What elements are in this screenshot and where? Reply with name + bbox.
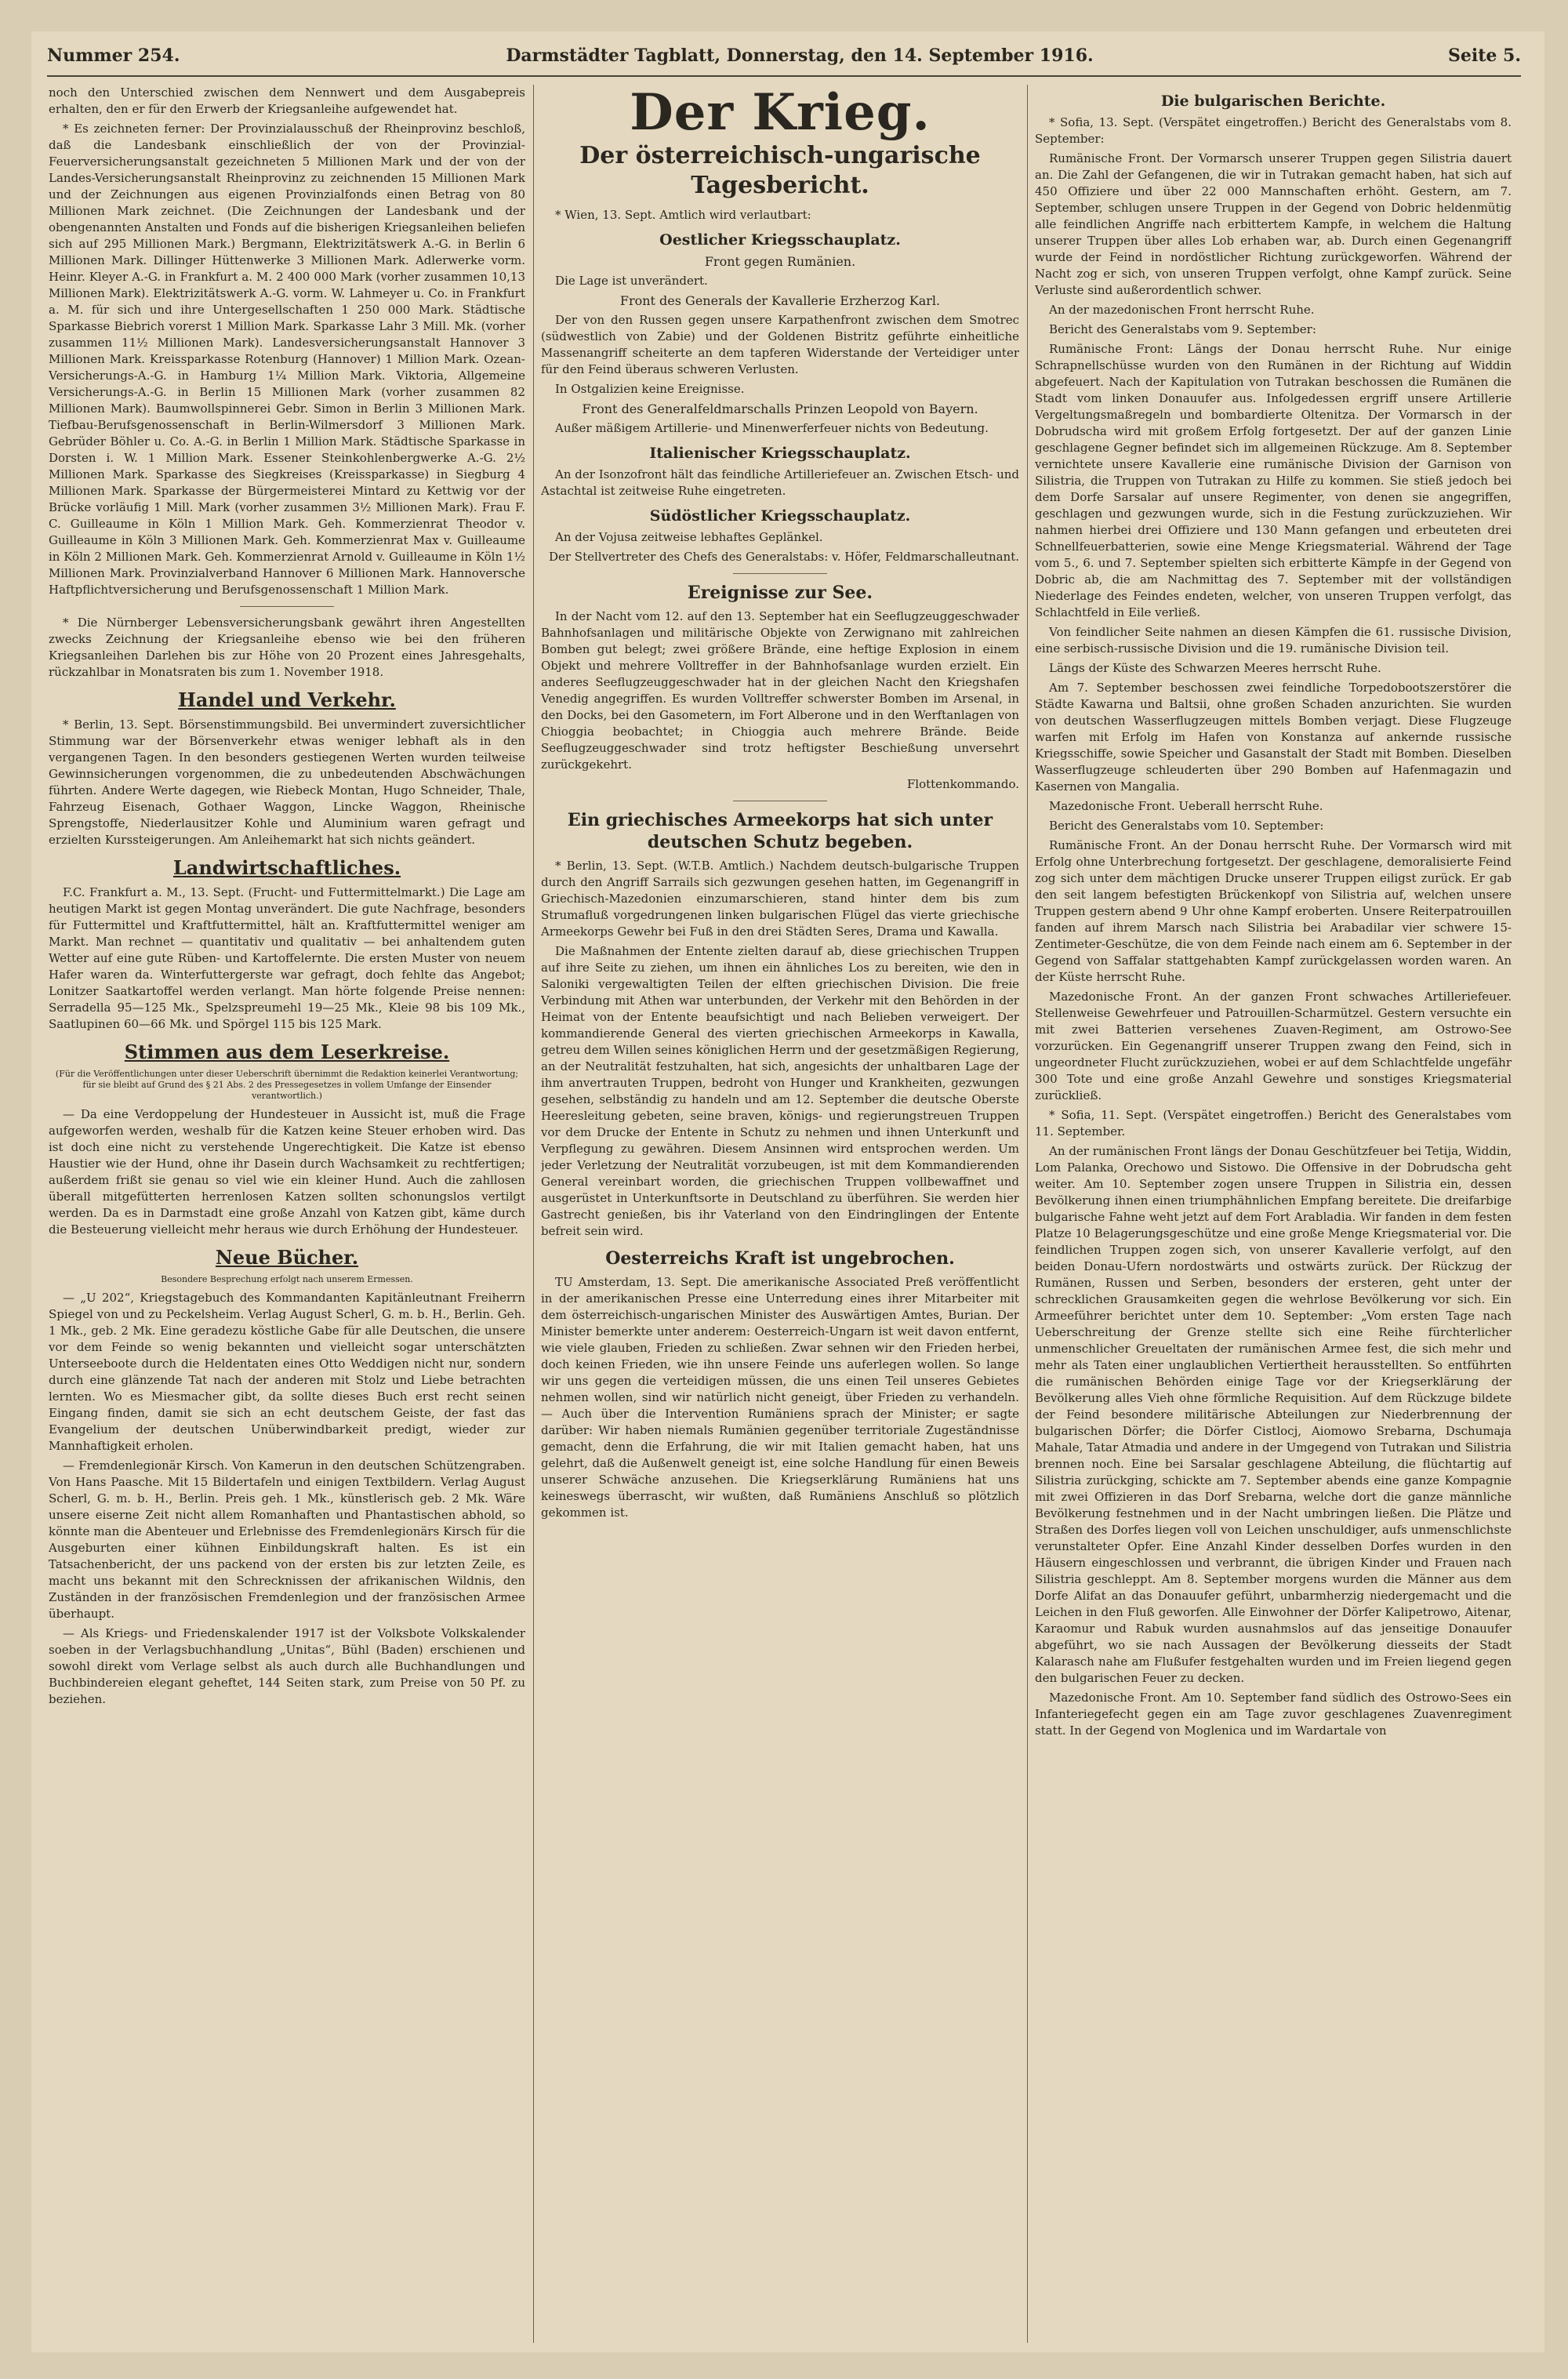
front-heading: Front des Generalfeldmarschalls Prinzen Leopold von Bayern. [582,401,978,416]
separator [240,606,334,607]
signature: Der Stellvertreter des Chefs des Generalstabs: v. Höfer, Feldmarschalleutnant. [548,550,1019,564]
section-heading: Die bulgarischen Berichte. [1160,93,1386,110]
paragraph: * Sofia, 11. Sept. (Verspätet eingetroffen.) Bericht des Generalstabes vom 11. September. [1035,1108,1512,1139]
paragraph: In Ostgalizien keine Ereignisse. [555,382,745,396]
separator [733,573,827,574]
sub-headline: Der österreichisch-ungarische Tagesbericht. [579,142,981,199]
paragraph: An der rumänischen Front längs der Donau Geschützfeuer bei Tetija, Widdin, Lom Palanka, Orechowo und Sistowo. Die Offensive in der Dobrudscha geht weiter. Am 10. September zogen unsere Truppen in Silistria ein, dessen Bevölkerung ihnen einen triumphähnlichen Empfang bereitete. Die dreifarbige bulgarische Fahne weht jetzt auf dem Fort Arabladia. Wir fanden in dem festen Platze 10 Belagerungsgeschütze und eine große Menge Kriegsmaterial vor. Die feindlichen Truppen zogen sich, von unserer Kavallerie verfolgt, auf den beiden Donau-Ufern nordostwärts und ostwärts zurück. Der Rückzug der Rumänen, Russen und Serben, besonders der ersteren, geht unter der schrecklichen Grausamkeiten gegen die wehrlose Bevölkerung vor sich. Ein Armeeführer berichtet unter dem 10. September: „Vom ersten Tage nach Ueberschreitung der Grenze stellte sich eine Reihe fürchterlicher unmenschlicher Greueltaten der rumänischen Armee fest, die sich mehr und mehr als Taten einer unglaublichen Vertiertheit herausstellten. So entführten die rumänischen Behörden einige Tage vor der Kriegserklärung der Bevölkerung alles Vieh ohne förmliche Requisition. Auf dem Rückzuge bildete der Feind besondere militärische Abteilungen zur Niederbrennung der bulgarischen Dörfer; die Dörfer Cistlocj, Aiomowo Srebarna, Dschumaja Mahale, Tatar Atmadia und andere in der Umgegend von Tutrakan und Silistria brennen noch. Eine bei Sarsalar geschlagene Abteilung, die flüchtartig auf Silistria zurückging, schickte am 7. September abends eine ganze Kompagnie mit zwei Offizieren in das Dorf Srebarna, welche dort die ganze männliche Bevölkerung festnehmen und in der Nacht umbringen ließen. Die Plätze und Straßen des Dorfes liegen voll von Leichen unschuldiger, aufs unmenschlichste verunstalteter Opfer. Eine Anzahl Kinder desselben Dorfes wurden in den Häusern eingeschlossen und verbrannt, die übrigen Kinder und Frauen nach Silistria geschleppt. Am 8. September morgens wurden die Männer aus dem Dorfe Alifat an das Donauufer geführt, unbarmherzig niedergemacht und die Leichen in den Fluß geworfen. Alle Einwohner der Dörfer Kalipetrowo, Aitenar, Karaomur und Rabuk wurden ausnahmslos auf das jenseitige Donauufer abgeführt, wo sie nach Aussagen der Bevölkerung diesseits der Stadt Kalarasch nahe am Flußufer festgehalten wurden und im Freien liegend gegen den bulgarischen Feuer zu decken. [1035,1144,1512,1685]
section-heading: Landwirtschaftliches. [172,856,401,879]
paragraph: * Sofia, 13. Sept. (Verspätet eingetroffen.) Bericht des Generalstabs vom 8. September: [1035,115,1512,146]
paragraph: An der Isonzofront hält das feindliche Artilleriefeuer an. Zwischen Etsch- und Astachtal ist zeitweise Ruhe eingetreten. [541,467,1019,498]
paragraph: Von feindlicher Seite nahmen an diesen Kämpfen die 61. russische Division, eine serbisch-russische Division und die 19. rumänische Division teil. [1035,625,1512,656]
paragraph: — „U 202“, Kriegstagebuch des Kommandanten Kapitänleutnant Freiherrn Spiegel von und zu Peckelsheim. Verlag August Scherl, G. m. b. H., Berlin. Geh. 1 Mk., geb. 2 Mk. Eine geradezu köstliche Gabe für alle Deutschen, die unsere vor dem Feinde so wenig bekannten und vielleicht sogar unterschätzten Unterseeboote durch die Heldentaten eines Otto Weddigen nicht nur, sondern durch eine glänzende Tat nach der anderen mit Stolz und Liebe betrachten lernten. Wo es Miesmacher gibt, da sollte dieses Buch erst recht seinen Eingang finden, damit sie sich an echt deutschem Geiste, der fast das Evangelium der deutschen Unüberwindbarkeit predigt, wieder zur Mannhaftigkeit erholen. [49,1291,525,1453]
paragraph: * Berlin, 13. Sept. Börsenstimmungsbild. Bei unvermindert zuversichtlicher Stimmung war der Börsenverkehr etwas weniger lebhaft als in den vergangenen Tagen. In den besonders gestiegenen Werten wurden teilweise Gewinnsicherungen vorgenommen, die zu unbedeutenden Abschwächungen führten. Andere Werte dagegen, wie Riebeck Montan, Hugo Schneider, Thale, Fahrzeug Eisenach, Gothaer Waggon, Lincke Waggon, Rheinische Sprengstoffe, Niederlausitzer Kohle und Aluminium waren gefragt und erzielten Kurssteigerungen. Am Anleihemarkt hat sich nichts geändert. [49,717,525,847]
paragraph: Die Lage ist unverändert. [555,274,708,288]
paragraph: * Berlin, 13. Sept. (W.T.B. Amtlich.) Nachdem deutsch-bulgarische Truppen durch den Angriff Sarrails sich gezwungen gesehen hatten, im Gegenangriff in Griechisch-Mazedonien einzumarschieren, stand hinter dem bis zum Strumafluß vorgedrungenen linken bulgarischen Flügel das vierte griechische Armeekorps Gewehr bei Fuß in den drei Städten Seres, Drama und Kawalla. [541,859,1019,939]
front-heading: Front des Generals der Kavallerie Erzherzog Karl. [619,293,941,308]
paragraph: Am 7. September beschossen zwei feindliche Torpedobootszerstörer die Städte Kawarna und Baltsii, ohne großen Schaden anzurichten. Sie wurden von deutschen Wasserflugzeugen mittels Bomben verjagt. Diese Flugzeuge warfen mit Erfolg im Hafen von Konstanza auf ankernde russische Kriegsschiffe, sowie Speicher und Gasanstalt der Stadt mit Bomben. Dieselben Wasserflugzeuge schleuderten über 290 Bomben auf Hafenmagazin und Kasernen von Mangalia. [1035,681,1512,794]
article-heading: Oesterreichs Kraft ist ungebrochen. [605,1248,955,1269]
paragraph: An der Vojusa zeitweise lebhaftes Geplänkel. [555,530,823,544]
newspaper-title: Darmstädter Tagblatt, Donnerstag, den 14. September 1916. [506,45,1094,66]
paragraph: noch den Unterschied zwischen dem Nennwert und dem Ausgabepreis erhalten, den er für den Erwerb der Kriegsanleihe aufgewendet hat. [49,85,525,116]
section-heading: Neue Bücher. [215,1246,359,1269]
paragraph: F.C. Frankfurt a. M., 13. Sept. (Frucht- und Futtermittelmarkt.) Die Lage am heutigen Markt ist gegen Montag unverändert. Die gute Nachfrage, besonders für Futtermittel und Kraftfuttermittel, hält an. Kraftfuttermittel weniger am Markt. Man rechnet — quantitativ und qualitativ — bei anhaltendem guten Wetter auf eine gute Rüben- und Kartoffelernte. Die ersten Muster von neuem Hafer waren da. Winterfuttergerste war gefragt, doch fehlte das Angebot; Lonitzer Saatkartoffel werden verlangt. Man hörte folgende Preise nennen: Serradella 95—125 Mk., Spelzspreumehl 19—25 Mk., Kleie 98 bis 109 Mk., Saatlupinen 60—66 Mk. und Spörgel 115 bis 125 Mark. [49,885,525,1031]
section-heading: Oestlicher Kriegsschauplatz. [659,231,901,249]
column-divider [533,85,534,2343]
masthead [47,45,1521,69]
paragraph: Rumänische Front: Längs der Donau herrscht Ruhe. Nur einige Schrapnellschüsse wurden von den Rumänen in der Richtung auf Widdin abgefeuert. Nach der Kapitulation von Tutrakan beschossen die Rumänen die Stadt vom linken Donauufer aus. Infolgedessen ergriff unsere Artillerie Vergeltungsmaßregeln und bombardierte Oltenitza. Der Vormarsch in der Dobrudscha wird mit großem Erfolg fortgesetzt. Der auf der ganzen Linie geschlagene Gegner befindet sich im allgemeinen Rückzuge. Am 8. September vernichtete unsere Kavallerie eine rumänische Division der Garnison von Silistria, die Truppen von Tutrakan zu Hilfe zu kommen. Sie stieß jedoch bei dem Dorfe Sarsalar auf unsere Regimenter, von denen sie angegriffen, geschlagen und gezwungen wurde, sich in die Festung zurückzuziehen. Wir nahmen hierbei drei Offiziere und 130 Mann gefangen und erbeuteten drei Schnellfeuerbatterien, sowie eine Menge Kriegsmaterial. Während der Tage vom 5., 6. und 7. September spielten sich erbitterte Kämpfe in der Gegend von Dobric ab, die am Nachmittag des 7. September mit der vollständigen Niederlage des Feindes endeten, welcher, von unseren Truppen verfolgt, das Schlachtfeld in Eile verließ. [1035,342,1512,619]
paragraph: Mazedonische Front. An der ganzen Front schwaches Artilleriefeuer. Stellenweise Gewehrfeuer und Patrouillen-Scharmützel. Gestern versuchte ein mit zwei Batterien versehenes Zuaven-Regiment, am Ostrowo-See vorzurücken. Ein Gegenangriff unserer Truppen zwang den Feind, sich in ungeordneter Flucht zurückzuziehen, wobei er auf dem Schlachtfelde ungefähr 300 Tote und eine große Anzahl Gewehre und sonstiges Kriegsmaterial zurückließ. [1035,990,1512,1102]
paragraph: * Die Nürnberger Lebensversicherungsbank gewährt ihren Angestellten zwecks Zeichnung der Kriegsanleihe ebenso wie bei den früheren Kriegsanleihen Darlehen bis zur Höhe von 20 Prozent eines Jahresgehalts, rückzahlbar in Monatsraten bis zum 1. November 1918. [49,616,525,679]
paragraph: Mazedonische Front. Ueberall herrscht Ruhe. [1049,799,1323,813]
paragraph: Mazedonische Front. Am 10. September fand südlich des Ostrowo-Sees ein Infanteriegefecht gegen ein am Tage zuvor geschlagenes Zuavenregiment statt. In der Gegend von Moglenica und im Wardartale von [1035,1691,1512,1738]
editorial-note: Besondere Besprechung erfolgt nach unserem Ermessen. [161,1274,413,1284]
paragraph: Die Maßnahmen der Entente zielten darauf ab, diese griechischen Truppen auf ihre Seite zu ziehen, um ihnen ein ähnliches Los zu bereiten, wie den in Saloniki vergewaltigten Teilen der elften griechischen Division. Die freie Verbindung mit Athen war unterbunden, der Verkehr mit den Behörden in der Heimat von der Entente beaufsichtigt und nach Belieben verweigert. Der kommandierende General des vierten griechischen Armeekorps in Kawalla, getreu dem Willen seines königlichen Herrn und der gesetzmäßigen Regierung, an der Neutralität festzuhalten, hat sich, angesichts der unhaltbaren Lage der ihm anvertrauten Truppen, bedroht von Hunger und Krankheiten, gezwungen gesehen, selbständig zu handeln und am 12. September die deutsche Oberste Heeresleitung gebeten, seine braven, königs- und regierungstreuen Truppen vor dem Drucke der Entente in Schutz zu nehmen und ihnen Unterkunft und Verpflegung zu gewähren. Diesem Ansinnen wird entsprochen werden. Um jeder Verletzung der Neutralität vorzubeugen, ist mit dem Kommandierenden General vereinbart worden, die griechischen Truppen vollbewaffnet und ausgerüstet in Unterkunftsorte in Deutschland zu überführen. Sie werden hier Gastrecht genießen, bis ihr Vaterland von den Eindringlingen der Entente befreit sein wird. [541,944,1019,1238]
front-heading: Front gegen Rumänien. [704,254,856,269]
paragraph: — Da eine Verdoppelung der Hundesteuer in Aussicht ist, muß die Frage aufgeworfen werden, weshalb für die Katzen keine Steuer erhoben wird. Das ist doch eine nicht zu verstehende Ungerechtigkeit. Die Katze ist ebenso Haustier wie der Hund, ohne ihr Dasein durch Wachsamkeit zu rechtfertigen; außerdem frißt sie genau so viel wie ein kleiner Hund. Auch die zahllosen überall mitgefütterten herrenlosen Katzen sollten schonungslos vertilgt werden. Da es in Darmstadt eine große Anzahl von Katzen gibt, käme durch die Besteuerung vielleicht mehr heraus wie durch Erhöhung der Hundesteuer. [49,1107,525,1237]
article-heading: Ereignisse zur See. [687,583,873,603]
paragraph: — Als Kriegs- und Friedenskalender 1917 ist der Volksbote Volkskalender soeben in der Verlagsbuchhandlung „Unitas“, Bühl (Baden) erschienen und sowohl direkt vom Verlage selbst als auch durch alle Buchhandlungen und Buchbindereien elegant geheftet, 144 Seiten stark, zum Preise von 50 Pf. zu beziehen. [49,1626,525,1706]
paragraph: Bericht des Generalstabs vom 9. September: [1049,322,1316,336]
issue-number: Nummer 254. [47,45,180,66]
paragraph: Bericht des Generalstabs vom 10. September: [1049,819,1324,833]
header-rule [47,75,1521,77]
paragraph: In der Nacht vom 12. auf den 13. September hat ein Seeflugzeuggeschwader Bahnhofsanlagen und militärische Objekte von Zerwignano mit zahlreichen Bomben gut belegt; zwei größere Brände, eine heftige Explosion in einem Objekt und mehrere Volltreffer in der Bahnhofsanlage wurden erzielt. Ein anderes Seeflugzeuggeschwader hat in der gleichen Nacht den Kriegshafen Venedig angegriffen. Es wurden Volltreffer schwerster Bomben im Arsenal, in den Docks, bei den Gasometern, im Fort Alberone und in den Werftanlagen von Chioggia beobachtet; in Chioggia auch mehrere Brände. Beide Seeflugzeuggeschwader sind trotz heftigster Beschießung unversehrt zurückgekehrt. [541,609,1019,772]
article-heading: Ein griechisches Armeekorps hat sich unter deutschen Schutz begeben. [567,810,993,852]
paragraph: An der mazedonischen Front herrscht Ruhe. [1049,303,1315,317]
paragraph: Außer mäßigem Artillerie- und Minenwerferfeuer nichts von Bedeutung. [555,421,989,435]
paragraph: Rumänische Front. Der Vormarsch unserer Truppen gegen Silistria dauert an. Die Zahl der Gefangenen, die wir in Tutrakan gemacht haben, hat sich auf 450 Offiziere und über 22 000 Mannschaften erhöht. Gestern, am 7. September, schlugen unsere Truppen in der Gegend von Dobric heldenmütig alle feindlichen Angriffe nach erbittertem Kampfe, in welchem die Haltung unserer Truppen über alles Lob erhaben war, ab. Durch einen Gegenangriff wurde der Feind in nordöstlicher Richtung zurückgeworfen. Während der Nacht zog er sich, von unseren Truppen verfolgt, ohne Kampf zurück. Seine Verluste sind außerordentlich schwer. [1035,151,1512,297]
paragraph: Rumänische Front. An der Donau herrscht Ruhe. Der Vormarsch wird mit Erfolg ohne Unterbrechung fortgesetzt. Der geschlagene, demoralisierte Feind zog sich unter dem mächtigen Drucke unserer Truppen eiligst zurück. Er gab den seit langem befestigten Brückenkopf von Silistria auf, welchen unsere Truppen gestern abend 9 Uhr ohne Kampf eroberten. Unsere Reiterpatrouillen fanden auf ihrem Marsch nach Silistria bei Arabadilar vier schwere 15-Zentimeter-Geschütze, die von dem Feinde nach einem am 6. September in der Gegend von Saffalar stattgehabten Kampf zurückgelassen worden waren. An der Küste herrscht Ruhe. [1035,838,1512,984]
signature: Flottenkommando. [906,777,1019,791]
dateline: * Wien, 13. Sept. Amtlich wird verlautbart: [555,208,811,222]
page-number: Seite 5. [1447,45,1521,66]
section-heading: Handel und Verkehr. [178,688,396,711]
paragraph: Der von den Russen gegen unsere Karpathenfront zwischen dem Smotrec (südwestlich von Zabie) und der Goldenen Bistritz geführte einheitliche Massenangriff scheiterte an dem tapferen Widerstande der Verteidiger unter für den Feind überaus schweren Verlusten. [541,313,1019,376]
section-heading: Italienischer Kriegsschauplatz. [649,445,911,462]
paragraph: * Es zeichneten ferner: Der Provinzialausschuß der Rheinprovinz beschloß, daß die Landesbank einschließlich der von der Provinzial-Feuerversicherungsanstalt gezeichneten 5 Millionen Mark und der von der Landes-Versicherungsanstalt Rheinprovinz zu zeichnenden 15 Millionen Mark und der Zeichnungen aus eigenen Provinzialfonds einen Betrag von 80 Millionen Mark zeichnet. (Die Zeichnungen der Landesbank und der obengenannten Anstalten und Fonds auf die bisherigen Kriegsanleihen beliefen sich auf 295 Millionen Mark.) Bergmann, Elektrizitätswerk A.-G. in Berlin 6 Millionen Mark. Dillinger Hüttenwerke 3 Millionen Mark. Adlerwerke vorm. Heinr. Kleyer A.-G. in Frankfurt a. M. 2 400 000 Mark (vorher zusammen 10,13 Millionen Mark). Elektrizitätswerk A.-G. vorm. W. Lahmeyer u. Co. in Frankfurt a. M. für sich und ihre Untergesellschaften 1 250 000 Mark. Städtische Sparkasse Biebrich vorerst 1 Million Mark. Sparkasse Lahr 3 Mill. Mk. (vorher zusammen 11½ Millionen Mark). Landesversicherungsanstalt Hannover 3 Millionen Mark. Kreissparkasse Rotenburg (Hannover) 1 Million Mark. Ozean-Versicherungs-A.-G. in Hamburg 1¼ Million Mark. Viktoria, Allgemeine Versicherungs-A.-G. in Berlin 15 Millionen Mark (vorher zusammen 82 Millionen Mark). Baumwollspinnerei Gebr. Simon in Berlin 3 Millionen Mark. Tiefbau-Berufsgenossenschaft in Berlin-Wilmersdorf 3 Millionen Mark. Gebrüder Böhler u. Co. A.-G. in Berlin 1 Million Mark. Städtische Sparkasse in Dorsten i. W. 1 Million Mark. Essener Steinkohlenbergwerke A.-G. 2½ Millionen Mark. Sparkasse des Siegkreises (Kreissparkasse) in Siegburg 4 Millionen Mark. Sparkasse der Bürgermeisterei Mintard zu Kettwig vor der Brücke vorläufig 1 Mill. Mark (vorher zusammen 3½ Millionen Mark). Frau F. C. Guilleaume in Köln 1 Million Mark. Geh. Kommerzienrat Theodor v. Guilleaume in Köln 3 Millionen Mark. Geh. Kommerzienrat Max v. Guilleaume in Köln 2 Millionen Mark. Geh. Kommerzienrat Arnold v. Guilleaume in Köln 1½ Millionen Mark. Provinzialverband Hannover 6 Millionen Mark. Hannoversche Haftpflichtversicherung und Berufsgenossenschaft 1 Million Mark. [49,122,525,597]
paragraph: Längs der Küste des Schwarzen Meeres herrscht Ruhe. [1049,661,1381,675]
column-divider [1027,85,1028,2343]
editorial-note: (Für die Veröffentlichungen unter dieser Ueberschrift übernimmt die Redaktion keinerlei Verantwortung; für sie bleibt auf Grund des § 21 Abs. 2 des Pressegesetzes in vollem Umfange der Einsender verantwortlich.) [55,1069,519,1101]
section-heading: Stimmen aus dem Leserkreise. [124,1041,450,1063]
paragraph: TU Amsterdam, 13. Sept. Die amerikanische Associated Preß veröffentlicht in der amerikanischen Presse eine Unterredung eines ihrer Mitarbeiter mit dem österreichisch-ungarischen Minister des Auswärtigen Amtes, Burian. Der Minister bemerkte unter anderem: Oesterreich-Ungarn ist weit davon entfernt, wie viele glauben, Frieden zu schließen. Zwar sehnen wir den Frieden herbei, doch keinen Frieden, wie ihn unsere Feinde uns auferlegen wollen. So lange wir uns gegen die verteidigen müssen, die uns einen Teil unseres Gebietes nehmen wollen, sind wir natürlich nicht geneigt, über Frieden zu verhandeln. — Auch über die Intervention Rumäniens sprach der Minister; er sagte darüber: Wir haben niemals Rumänien gegenüber territoriale Zugeständnisse gemacht, denn die Erfahrung, die wir mit Italien gemacht haben, hat uns gelehrt, daß die Außenwelt geneigt ist, eine solche Handlung für einen Beweis unserer Schwäche anzusehen. Die Kriegserklärung Rumäniens hat uns keineswegs überrascht, wir wußten, daß Rumäniens Anschluß so plötzlich gekommen ist. [541,1275,1019,1520]
column-right [1035,85,1512,2359]
main-headline: Der Krieg. [630,85,931,142]
column-left [49,85,525,2359]
section-heading: Südöstlicher Kriegsschauplatz. [649,507,911,525]
paragraph: — Fremdenlegionär Kirsch. Von Kamerun in den deutschen Schützengraben. Von Hans Paasche. Mit 15 Bildertafeln und einigen Textbildern. Verlag August Scherl, G. m. b. H., Berlin. Preis geh. 1 Mk., künstlerisch geb. 2 Mk. Wäre unsere eiserne Zeit nicht allem Romanhaften und Phantastischen abhold, so könnte man die Abenteuer und Erlebnisse des Fremdenlegionärs Kirsch für die Ausgeburten einer kühnen Einbildungskraft halten. Es ist ein Tatsachenbericht, der uns packend von der ersten bis zur letzten Zeile, es macht uns bekannt mit den Schrecknissen der afrikanischen Wildnis, den Zuständen in der französischen Fremdenlegion und der französischen Armee überhaupt. [49,1458,525,1621]
column-center [541,85,1019,2359]
